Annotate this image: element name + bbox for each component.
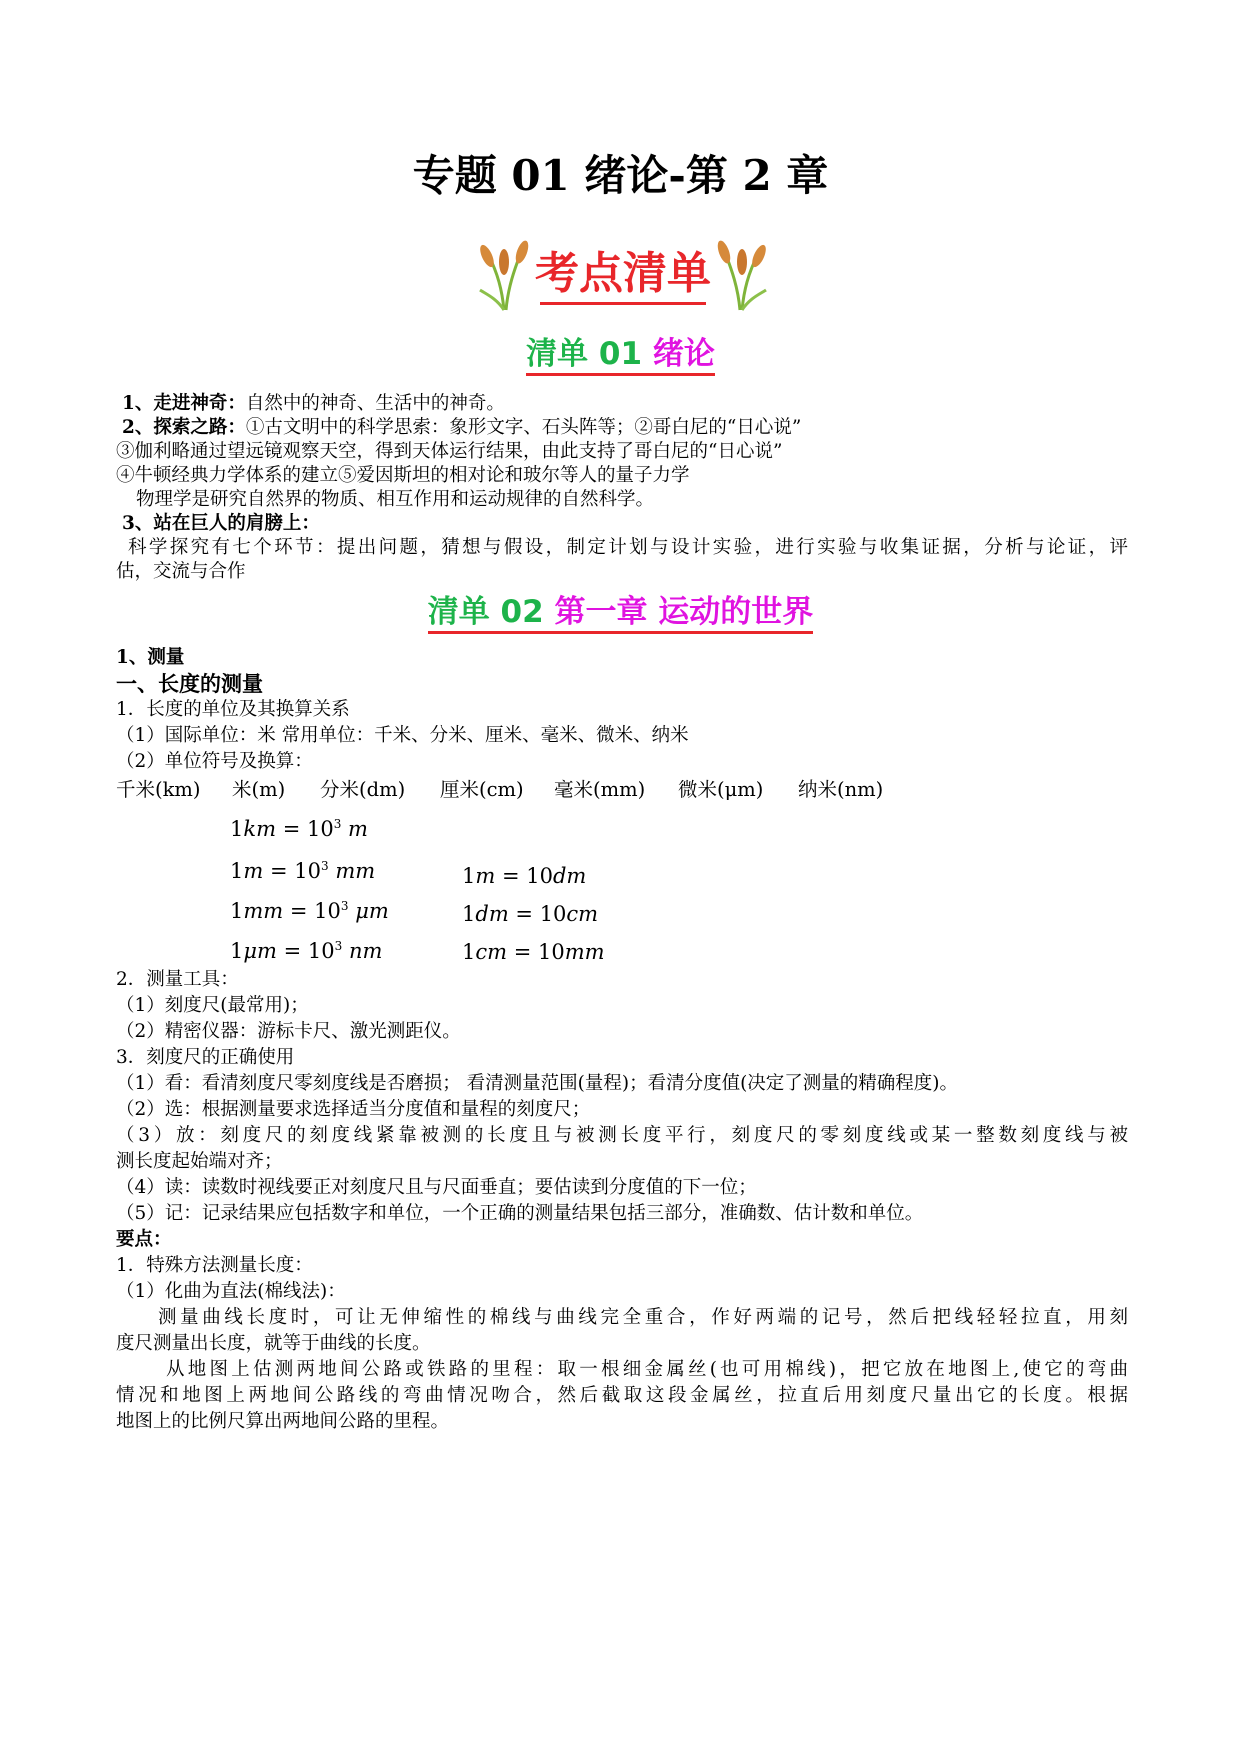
body-line-3: （2）精密仪器：游标卡尺、激光测距仪。 (116, 1021, 461, 1042)
unit-list (116, 778, 1128, 804)
unit-dm: 分米(dm) (320, 778, 406, 801)
special-line-5: 从地图上估测两地间公路或铁路的里程：取一根细金属丝(也可用棉线)，把它放在地图上,使它的弯曲 (166, 1359, 1128, 1380)
body-line-5: （1）看：看清刻度尺零刻度线是否磨损； 看清测量范围(量程)；看清分度值(决定了测量的精确程度)。 (116, 1073, 959, 1094)
body-line-9: （4）读：读数时视线要正对刻度尺且与尺面垂直；要估读到分度值的下一位； (116, 1177, 757, 1198)
body-line-4: 3．刻度尺的正确使用 (116, 1047, 295, 1068)
special-line-3: 测量曲线长度时，可让无伸缩性的棉线与曲线完全重合，作好两端的记号，然后把线轻轻拉直，用刻 (158, 1307, 1128, 1328)
unit-um: 微米(μm) (678, 778, 764, 801)
s1-line-3: ③伽利略通过望远镜观察天空，得到天体运行结果，由此支持了哥白尼的“日心说” (116, 441, 783, 462)
special-line-7: 地图上的比例尺算出两地间公路的里程。 (116, 1411, 450, 1432)
si-unit-line: （1）国际单位：米 常用单位：千米、分米、厘米、毫米、微米、纳米 (116, 725, 689, 746)
body-line-10: （5）记：记录结果应包括数字和单位，一个正确的测量结果包括三部分，准确数、估计数和单位。 (116, 1203, 924, 1224)
body-line-1: 2．测量工具： (116, 969, 239, 990)
unit-km: 千米(km) (116, 778, 201, 801)
wheat-left-icon (478, 240, 530, 312)
s1-line-1: 1、走进神奇：自然中的神奇、生活中的神奇。 (122, 393, 505, 414)
formula-m-dm: 1m = 10dm (462, 864, 587, 888)
unit-mm: 毫米(mm) (554, 778, 646, 801)
formula-um: $1\mu m = 10^3$ nm (230, 939, 383, 963)
page-title: 专题 01 绪论-第 2 章 (412, 151, 829, 200)
formula-mm: $1mm = 10^3$ μm (230, 899, 389, 923)
formula-m: $1m = 10^3$ mm (230, 859, 376, 883)
measure-heading: 1、测量 (116, 647, 185, 668)
badge-underline (540, 302, 706, 305)
special-line-2: （1）化曲为直法(棉线法)： (116, 1281, 346, 1302)
s1-line-6: 3、站在巨人的肩膀上： (122, 513, 320, 534)
badge-label: 考点清单 (535, 248, 711, 299)
formula-cm-mm: 1cm = 10mm (462, 940, 605, 964)
body-line-8: 测长度起始端对齐； (116, 1151, 283, 1172)
s1-line-5: 物理学是研究自然界的物质、相互作用和运动规律的自然科学。 (136, 489, 655, 510)
unit-cm: 厘米(cm) (440, 778, 524, 801)
length-heading: 一、长度的测量 (116, 671, 263, 696)
unit-nm: 纳米(nm) (798, 778, 884, 801)
special-line-4: 度尺测量出长度，就等于曲线的长度。 (116, 1333, 431, 1354)
formula-dm-cm: 1dm = 10cm (462, 902, 599, 926)
unit-m: 米(m) (232, 778, 286, 801)
unit-title: 1．长度的单位及其换算关系 (116, 699, 350, 720)
formula-km: $1km = 10^3$ m (230, 817, 368, 841)
s1-line-7: 科学探究有七个环节：提出问题，猜想与假设，制定计划与设计实验，进行实验与收集证据，分析与论证，评 (128, 537, 1128, 558)
special-line-6: 情况和地图上两地间公路线的弯曲情况吻合，然后截取这段金属丝，拉直后用刻度尺量出它的长度。根据 (116, 1385, 1128, 1406)
s1-line-4: ④牛顿经典力学体系的建立⑤爱因斯坦的相对论和玻尔等人的量子力学 (116, 465, 690, 486)
exam-points-badge (478, 240, 768, 312)
body-line-6: （2）选：根据测量要求选择适当分度值和量程的刻度尺； (116, 1099, 591, 1120)
s1-line-2: 2、探索之路：①古文明中的科学思索：象形文字、石头阵等；②哥白尼的“日心说” (122, 417, 802, 438)
body-line-7: （3）放：刻度尺的刻度线紧靠被测的长度且与被测长度平行，刻度尺的零刻度线或某一整数刻度线与被 (116, 1125, 1128, 1146)
section-1-heading: 清单 01 绪论 (0, 332, 1241, 376)
s1-line-8: 估，交流与合作 (116, 561, 246, 582)
section-2-heading: 清单 02 第一章 运动的世界 (0, 590, 1241, 634)
symbol-title: （2）单位符号及换算： (116, 751, 313, 772)
key-points-heading: 要点： (116, 1229, 172, 1250)
special-line-1: 1．特殊方法测量长度： (116, 1255, 313, 1276)
body-line-2: （1）刻度尺(最常用)； (116, 995, 309, 1016)
wheat-right-icon (716, 240, 768, 312)
